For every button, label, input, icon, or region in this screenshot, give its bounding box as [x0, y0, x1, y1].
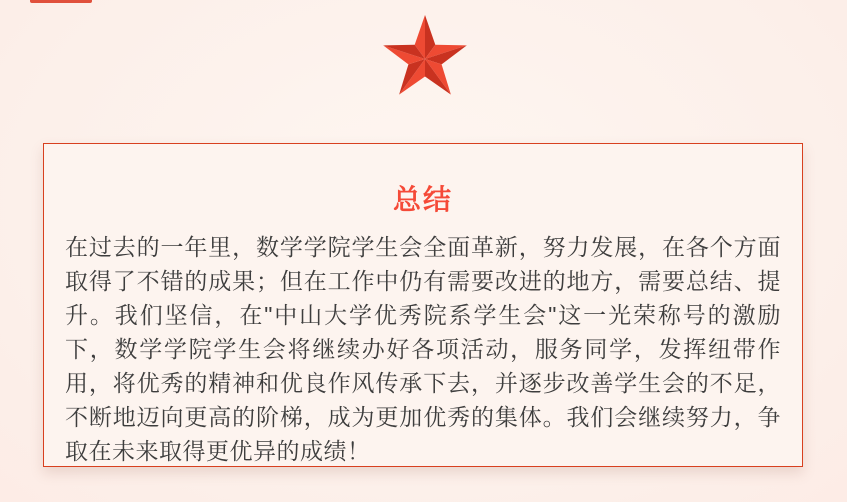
- star-svg: [382, 13, 468, 103]
- card-body-text: 在过去的一年里，数学学院学生会全面革新，努力发展，在各个方面取得了不错的成果；但在工作中仍有需要改进的地方，需要总结、提升。我们坚信，在"中山大学优秀院系学生会"这一光荣称号的激励下，数学学院学生会将继续办好各项活动，服务同学，发挥纽带作用，将优秀的精神和优良作风传承下去，并逐步改善学生会的不足，不断地迈向更高的阶梯，成为更加优秀的集体。我们会继续努力，争取在未来取得更优异的成绩！: [65, 234, 781, 464]
- card-title: 总结: [392, 184, 453, 215]
- star-icon: [382, 13, 468, 103]
- top-accent-dash: [30, 0, 92, 3]
- summary-card: [43, 143, 803, 467]
